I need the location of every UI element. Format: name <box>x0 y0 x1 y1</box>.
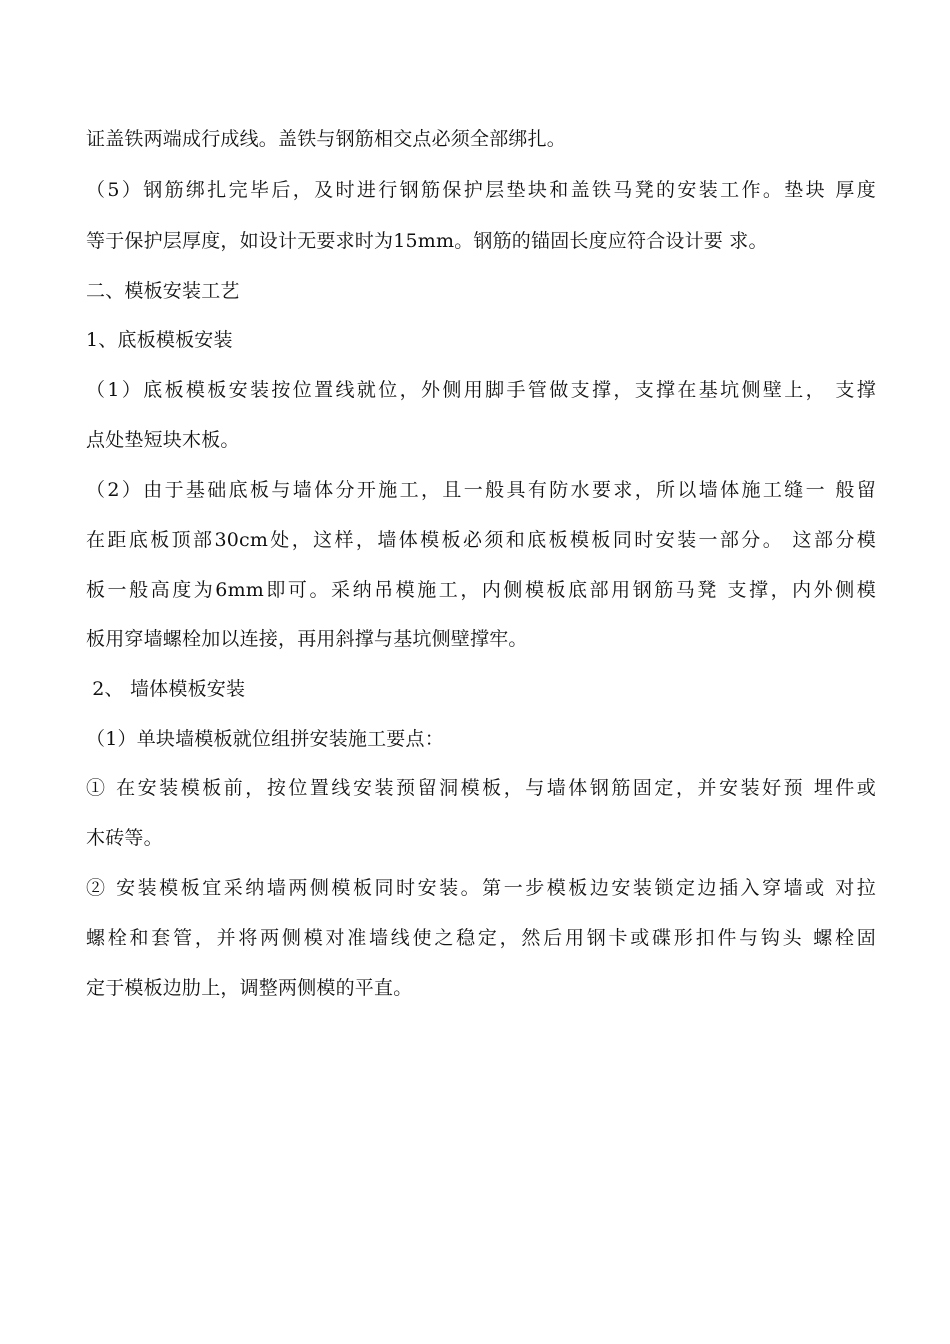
text-line: ② 安装模板宜采纳墙两侧模板同时安装。第一步模板边安装锁定边插入穿墙或 对拉 <box>86 877 876 899</box>
text-line: （1）底板模板安装按位置线就位，外侧用脚手管做支撑，支撑在基坑侧壁上， 支撑 <box>86 379 876 401</box>
text-line: 板用穿墙螺栓加以连接，再用斜撑与基坑侧壁撑牢。 <box>86 628 528 650</box>
text-line: 定于模板边肋上，调整两侧模的平直。 <box>86 977 413 999</box>
text-line: 木砖等。 <box>86 827 163 849</box>
text-line: （5）钢筋绑扎完毕后，及时进行钢筋保护层垫块和盖铁马凳的安装工作。垫块 厚度 <box>86 179 876 201</box>
text-line: ① 在安装模板前，按位置线安装预留洞模板，与墙体钢筋固定，并安装好预 埋件或 <box>86 777 876 799</box>
section-heading: 二、模板安装工艺 <box>86 280 240 302</box>
text-line: 板一般高度为6mm即可。采纳吊模施工，内侧模板底部用钢筋马凳 支撑，内外侧模 <box>86 579 876 601</box>
text-line: 等于保护层厚度，如设计无要求时为15mm。钢筋的锚固长度应符合设计要 求。 <box>86 230 768 252</box>
text-line: （2）由于基础底板与墙体分开施工，且一般具有防水要求，所以墙体施工缝一 般留 <box>86 479 876 501</box>
text-line: 点处垫短块木板。 <box>86 429 240 451</box>
text-line: 螺栓和套管，并将两侧模对准墙线使之稳定，然后用钢卡或碟形扣件与钩头 螺栓固 <box>86 927 876 949</box>
text-line: 在距底板顶部30cm处，这样，墙体模板必须和底板模板同时安装一部分。 这部分模 <box>86 529 876 551</box>
text-line: （1）单块墙模板就位组拼安装施工要点： <box>86 728 444 750</box>
text-line: 证盖铁两端成行成线。盖铁与钢筋相交点必须全部绑扎。 <box>86 128 567 150</box>
subsection-heading: 2、 墙体模板安装 <box>86 678 246 700</box>
subsection-heading: 1、底板模板安装 <box>86 329 233 351</box>
